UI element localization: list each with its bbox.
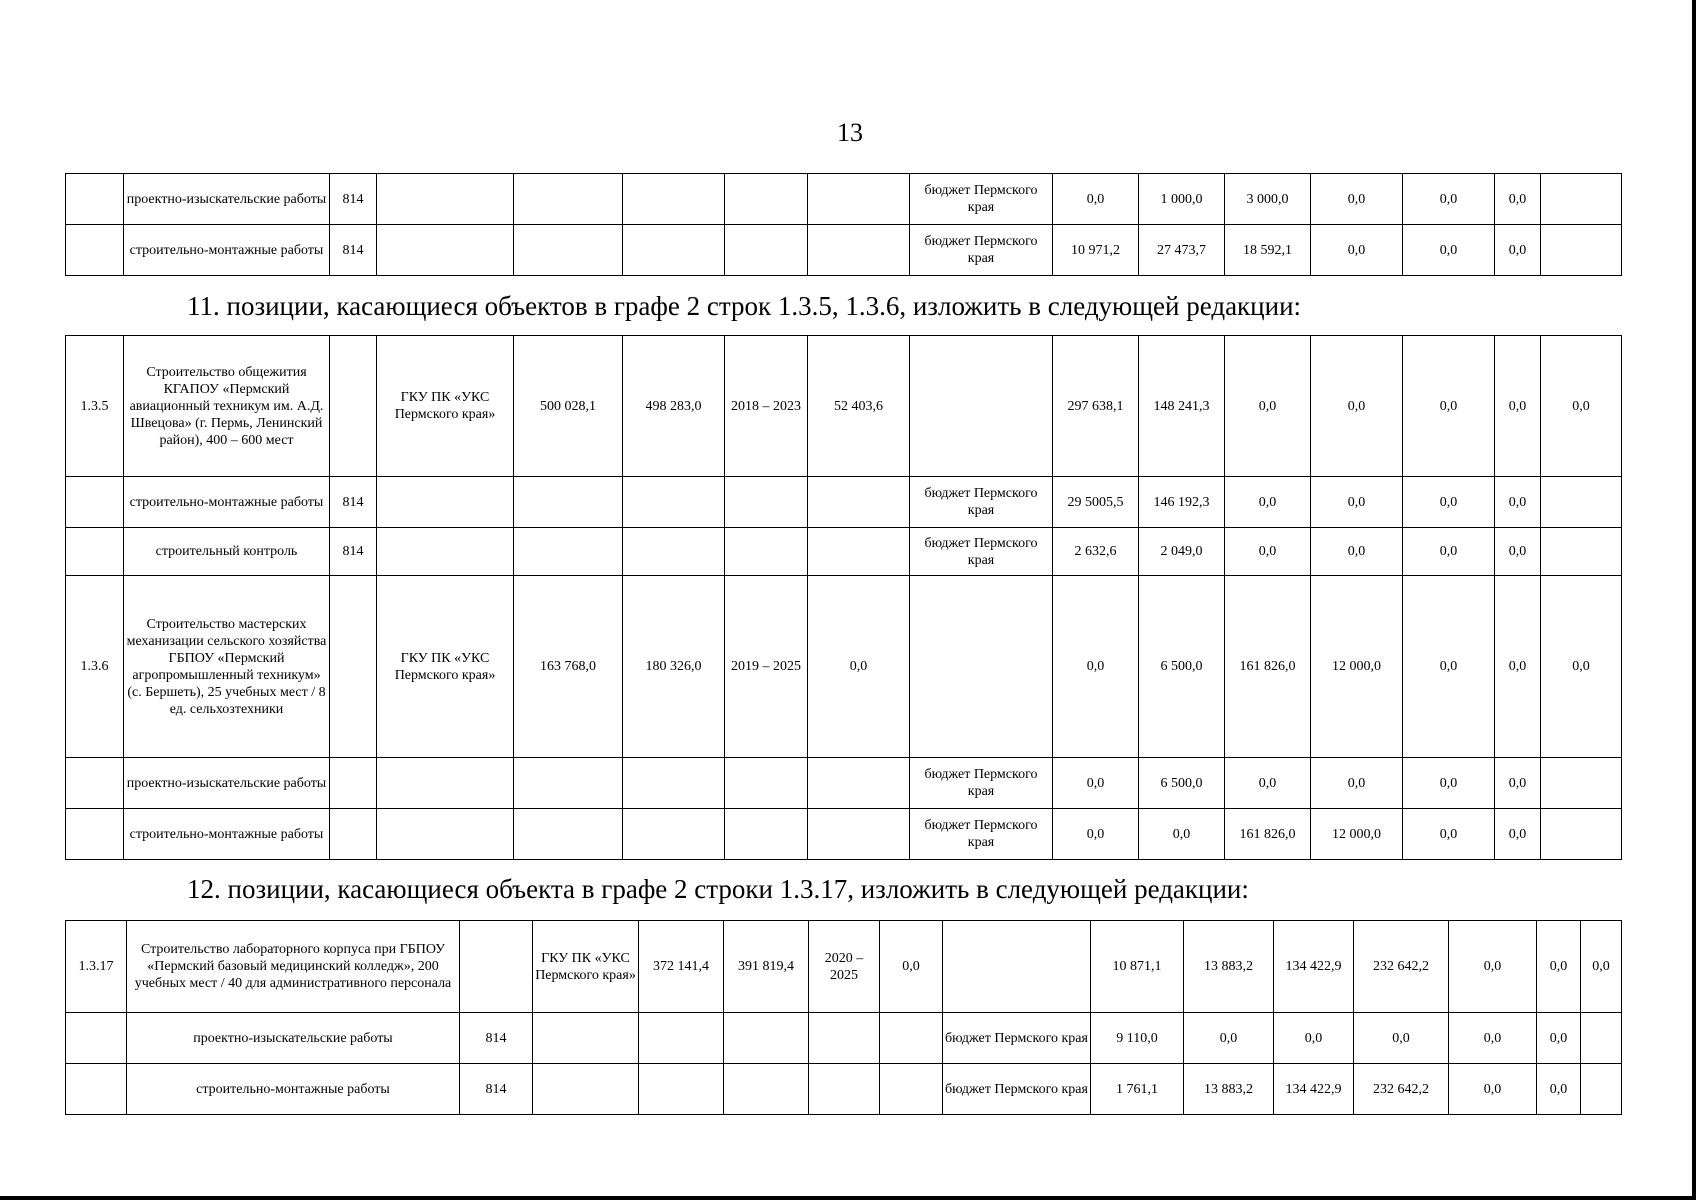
table-cell	[808, 528, 910, 576]
table-cell: бюджет Пермского края	[910, 809, 1053, 860]
table-cell: 146 192,3	[1139, 477, 1225, 528]
table-cell: строительно-монтажные работы	[124, 809, 330, 860]
table-cell	[725, 528, 808, 576]
table-cell	[1541, 477, 1622, 528]
table-cell: 2 049,0	[1139, 528, 1225, 576]
table-cell	[623, 174, 725, 225]
table-cell	[1541, 174, 1622, 225]
table-cell: 500 028,1	[514, 336, 623, 477]
table-row	[66, 225, 1622, 276]
table-cell: 52 403,6	[808, 336, 910, 477]
table-cell: 1 000,0	[1139, 174, 1225, 225]
table-cell: Строительство лабораторного корпуса при ГБПОУ «Пермский базовый медицинский колледж», 200 учебных мест / 40 для административного персонала	[127, 921, 460, 1013]
table-cell: 0,0	[1053, 758, 1139, 809]
table-cell	[377, 528, 514, 576]
table-cell	[377, 225, 514, 276]
table-cell: бюджет Пермского края	[943, 1013, 1091, 1064]
table-cell	[533, 1013, 639, 1064]
table-section-12	[65, 920, 1622, 1115]
table-cell	[725, 809, 808, 860]
table-cell	[460, 921, 533, 1013]
table-cell	[330, 758, 377, 809]
table-cell	[910, 336, 1053, 477]
table-cell: 163 768,0	[514, 576, 623, 758]
table-cell: 0,0	[1403, 225, 1495, 276]
table-cell	[514, 477, 623, 528]
table-cell: 0,0	[1311, 477, 1403, 528]
table-cell: 0,0	[1495, 528, 1541, 576]
table-cell: 134 422,9	[1274, 1064, 1354, 1115]
table-cell: 0,0	[1495, 477, 1541, 528]
table-cell	[623, 225, 725, 276]
table-cell	[639, 1064, 724, 1115]
table-cell: бюджет Пермского края	[910, 528, 1053, 576]
table-cell	[623, 809, 725, 860]
table-cell: проектно-изыскательские работы	[127, 1013, 460, 1064]
table-cell: бюджет Пермского края	[943, 1064, 1091, 1115]
table-cell	[66, 1064, 127, 1115]
table-cell: 391 819,4	[724, 921, 809, 1013]
table-cell: бюджет Пермского края	[910, 477, 1053, 528]
table-cell: 2019 – 2025	[725, 576, 808, 758]
table-cell: 2018 – 2023	[725, 336, 808, 477]
table-cell: 814	[460, 1013, 533, 1064]
table-cell: бюджет Пермского края	[910, 225, 1053, 276]
table-cell	[724, 1013, 809, 1064]
table-cell: 0,0	[1354, 1013, 1449, 1064]
table-cell	[809, 1013, 880, 1064]
table-cell: 0,0	[1311, 336, 1403, 477]
table-cell: 0,0	[1541, 576, 1622, 758]
table-cell	[1541, 809, 1622, 860]
table-cell	[880, 1064, 943, 1115]
page-border-right	[1692, 0, 1696, 1200]
table-row	[66, 477, 1622, 528]
table-cell: строительный контроль	[124, 528, 330, 576]
table-cell: 0,0	[1225, 336, 1311, 477]
table-cell: 0,0	[1139, 809, 1225, 860]
table-cell	[66, 174, 124, 225]
table-cell	[910, 576, 1053, 758]
table-cell: 0,0	[1225, 528, 1311, 576]
table-cell: 0,0	[1449, 1064, 1537, 1115]
table-cell: 0,0	[1495, 576, 1541, 758]
table-cell	[725, 174, 808, 225]
table-cell: 1.3.6	[66, 576, 124, 758]
table-row	[66, 758, 1622, 809]
table-cell: бюджет Пермского края	[910, 758, 1053, 809]
table-row	[66, 1064, 1622, 1115]
table-cell: 814	[460, 1064, 533, 1115]
table-cell: 1.3.17	[66, 921, 127, 1013]
table-cell: Строительство мастерских механизации сельского хозяйства ГБПОУ «Пермский агропромышленный техникум» (с. Бершеть), 25 учебных мест / 8 ед. сельхозтехники	[124, 576, 330, 758]
table-cell: 12 000,0	[1311, 576, 1403, 758]
table-continuation	[65, 173, 1622, 276]
table-cell	[808, 174, 910, 225]
section-heading-11: 11. позиции, касающиеся объектов в графе 2 строк 1.3.5, 1.3.6, изложить в следующей редакции:	[187, 291, 1302, 321]
table-cell: 297 638,1	[1053, 336, 1139, 477]
table-cell	[514, 758, 623, 809]
table-cell	[623, 477, 725, 528]
table-cell: 0,0	[1449, 921, 1537, 1013]
table-cell	[330, 576, 377, 758]
table-cell: 0,0	[1495, 225, 1541, 276]
table-cell	[66, 1013, 127, 1064]
section-heading-12: 12. позиции, касающиеся объекта в графе 2 строки 1.3.17, изложить в следующей редакции:	[187, 874, 1249, 904]
table-cell: 0,0	[1495, 809, 1541, 860]
table-row	[66, 336, 1622, 477]
table-cell	[514, 528, 623, 576]
table-row	[66, 1013, 1622, 1064]
table-cell: 10 971,2	[1053, 225, 1139, 276]
table-cell: бюджет Пермского края	[910, 174, 1053, 225]
table-cell: 27 473,7	[1139, 225, 1225, 276]
table-cell: 161 826,0	[1225, 576, 1311, 758]
table-cell: 0,0	[1053, 174, 1139, 225]
table-cell: ГКУ ПК «УКС Пермского края»	[533, 921, 639, 1013]
table-cell: 0,0	[1495, 758, 1541, 809]
table-cell: 3 000,0	[1225, 174, 1311, 225]
table-cell: строительно-монтажные работы	[124, 225, 330, 276]
table-cell	[514, 174, 623, 225]
page-number: 13	[837, 118, 863, 147]
table-cell: 0,0	[1184, 1013, 1274, 1064]
table-row	[66, 576, 1622, 758]
table-cell: 6 500,0	[1139, 758, 1225, 809]
table-cell: 13 883,2	[1184, 1064, 1274, 1115]
table-cell: 0,0	[1225, 758, 1311, 809]
table-row	[66, 528, 1622, 576]
table-cell	[377, 809, 514, 860]
table-cell: 0,0	[808, 576, 910, 758]
table-cell: 13 883,2	[1184, 921, 1274, 1013]
table-cell	[943, 921, 1091, 1013]
table-cell	[1541, 758, 1622, 809]
table-cell	[514, 225, 623, 276]
table-cell: 1.3.5	[66, 336, 124, 477]
table-cell: 161 826,0	[1225, 809, 1311, 860]
table-cell	[725, 758, 808, 809]
table-cell: 2 632,6	[1053, 528, 1139, 576]
table-cell: 0,0	[1537, 1013, 1581, 1064]
table-cell	[66, 809, 124, 860]
page-border-bottom	[0, 1196, 1696, 1200]
table-cell	[377, 477, 514, 528]
table-cell	[809, 1064, 880, 1115]
table-cell	[623, 758, 725, 809]
table-cell: 0,0	[1311, 758, 1403, 809]
table-cell	[725, 477, 808, 528]
table-cell: 29 5005,5	[1053, 477, 1139, 528]
table-cell	[66, 477, 124, 528]
table-cell: 0,0	[1225, 477, 1311, 528]
table-cell: 0,0	[1311, 174, 1403, 225]
table-cell: 18 592,1	[1225, 225, 1311, 276]
table-cell	[377, 174, 514, 225]
table-cell: 1 761,1	[1091, 1064, 1184, 1115]
table-cell	[330, 809, 377, 860]
table-cell: 814	[330, 477, 377, 528]
table-cell: 9 110,0	[1091, 1013, 1184, 1064]
table-cell	[880, 1013, 943, 1064]
table-cell	[808, 758, 910, 809]
table-cell	[533, 1064, 639, 1115]
table-cell: 0,0	[1449, 1013, 1537, 1064]
table-cell: 814	[330, 174, 377, 225]
table-cell: 0,0	[1403, 528, 1495, 576]
table-cell	[1541, 528, 1622, 576]
table-cell: 0,0	[1537, 1064, 1581, 1115]
table-cell: 0,0	[880, 921, 943, 1013]
table-cell: 0,0	[1495, 174, 1541, 225]
table-cell	[66, 528, 124, 576]
table-cell: 814	[330, 225, 377, 276]
table-cell: 0,0	[1403, 477, 1495, 528]
table-cell	[808, 809, 910, 860]
table-cell	[377, 758, 514, 809]
table-cell	[808, 225, 910, 276]
table-cell: 10 871,1	[1091, 921, 1184, 1013]
table-cell: ГКУ ПК «УКС Пермского края»	[377, 576, 514, 758]
table-cell	[639, 1013, 724, 1064]
table-cell: 0,0	[1581, 921, 1622, 1013]
table-cell: 0,0	[1311, 528, 1403, 576]
table-section-11	[65, 335, 1622, 860]
table-cell: строительно-монтажные работы	[124, 477, 330, 528]
table-cell: Строительство общежития КГАПОУ «Пермский авиационный техникум им. А.Д. Швецова» (г. Пермь, Ленинский район), 400 – 600 мест	[124, 336, 330, 477]
table-row	[66, 921, 1622, 1013]
table-cell: 12 000,0	[1311, 809, 1403, 860]
table-cell	[623, 528, 725, 576]
table-cell: 0,0	[1053, 576, 1139, 758]
table-cell	[725, 225, 808, 276]
table-cell: 0,0	[1403, 174, 1495, 225]
table-cell: 232 642,2	[1354, 921, 1449, 1013]
table-cell: 134 422,9	[1274, 921, 1354, 1013]
table-cell: 0,0	[1403, 576, 1495, 758]
table-cell: 0,0	[1311, 225, 1403, 276]
table-cell: 0,0	[1403, 758, 1495, 809]
table-cell	[1581, 1013, 1622, 1064]
table-cell: 232 642,2	[1354, 1064, 1449, 1115]
table-cell	[514, 809, 623, 860]
table-cell: 814	[330, 528, 377, 576]
table-cell: 372 141,4	[639, 921, 724, 1013]
table-cell: 0,0	[1403, 336, 1495, 477]
table-cell: 0,0	[1274, 1013, 1354, 1064]
table-cell	[330, 336, 377, 477]
table-cell: ГКУ ПК «УКС Пермского края»	[377, 336, 514, 477]
table-cell	[66, 758, 124, 809]
table-cell	[1541, 225, 1622, 276]
table-cell: 0,0	[1537, 921, 1581, 1013]
table-cell: 0,0	[1541, 336, 1622, 477]
table-cell: 0,0	[1495, 336, 1541, 477]
table-cell	[724, 1064, 809, 1115]
table-cell: 0,0	[1403, 809, 1495, 860]
table-cell: 0,0	[1053, 809, 1139, 860]
table-cell: 6 500,0	[1139, 576, 1225, 758]
table-cell	[808, 477, 910, 528]
table-cell: 2020 – 2025	[809, 921, 880, 1013]
table-row	[66, 809, 1622, 860]
table-cell: проектно-изыскательские работы	[124, 174, 330, 225]
table-cell: строительно-монтажные работы	[127, 1064, 460, 1115]
table-row	[66, 174, 1622, 225]
table-cell: 180 326,0	[623, 576, 725, 758]
table-cell: проектно-изыскательские работы	[124, 758, 330, 809]
table-cell	[66, 225, 124, 276]
table-cell	[1581, 1064, 1622, 1115]
table-cell: 148 241,3	[1139, 336, 1225, 477]
table-cell: 498 283,0	[623, 336, 725, 477]
